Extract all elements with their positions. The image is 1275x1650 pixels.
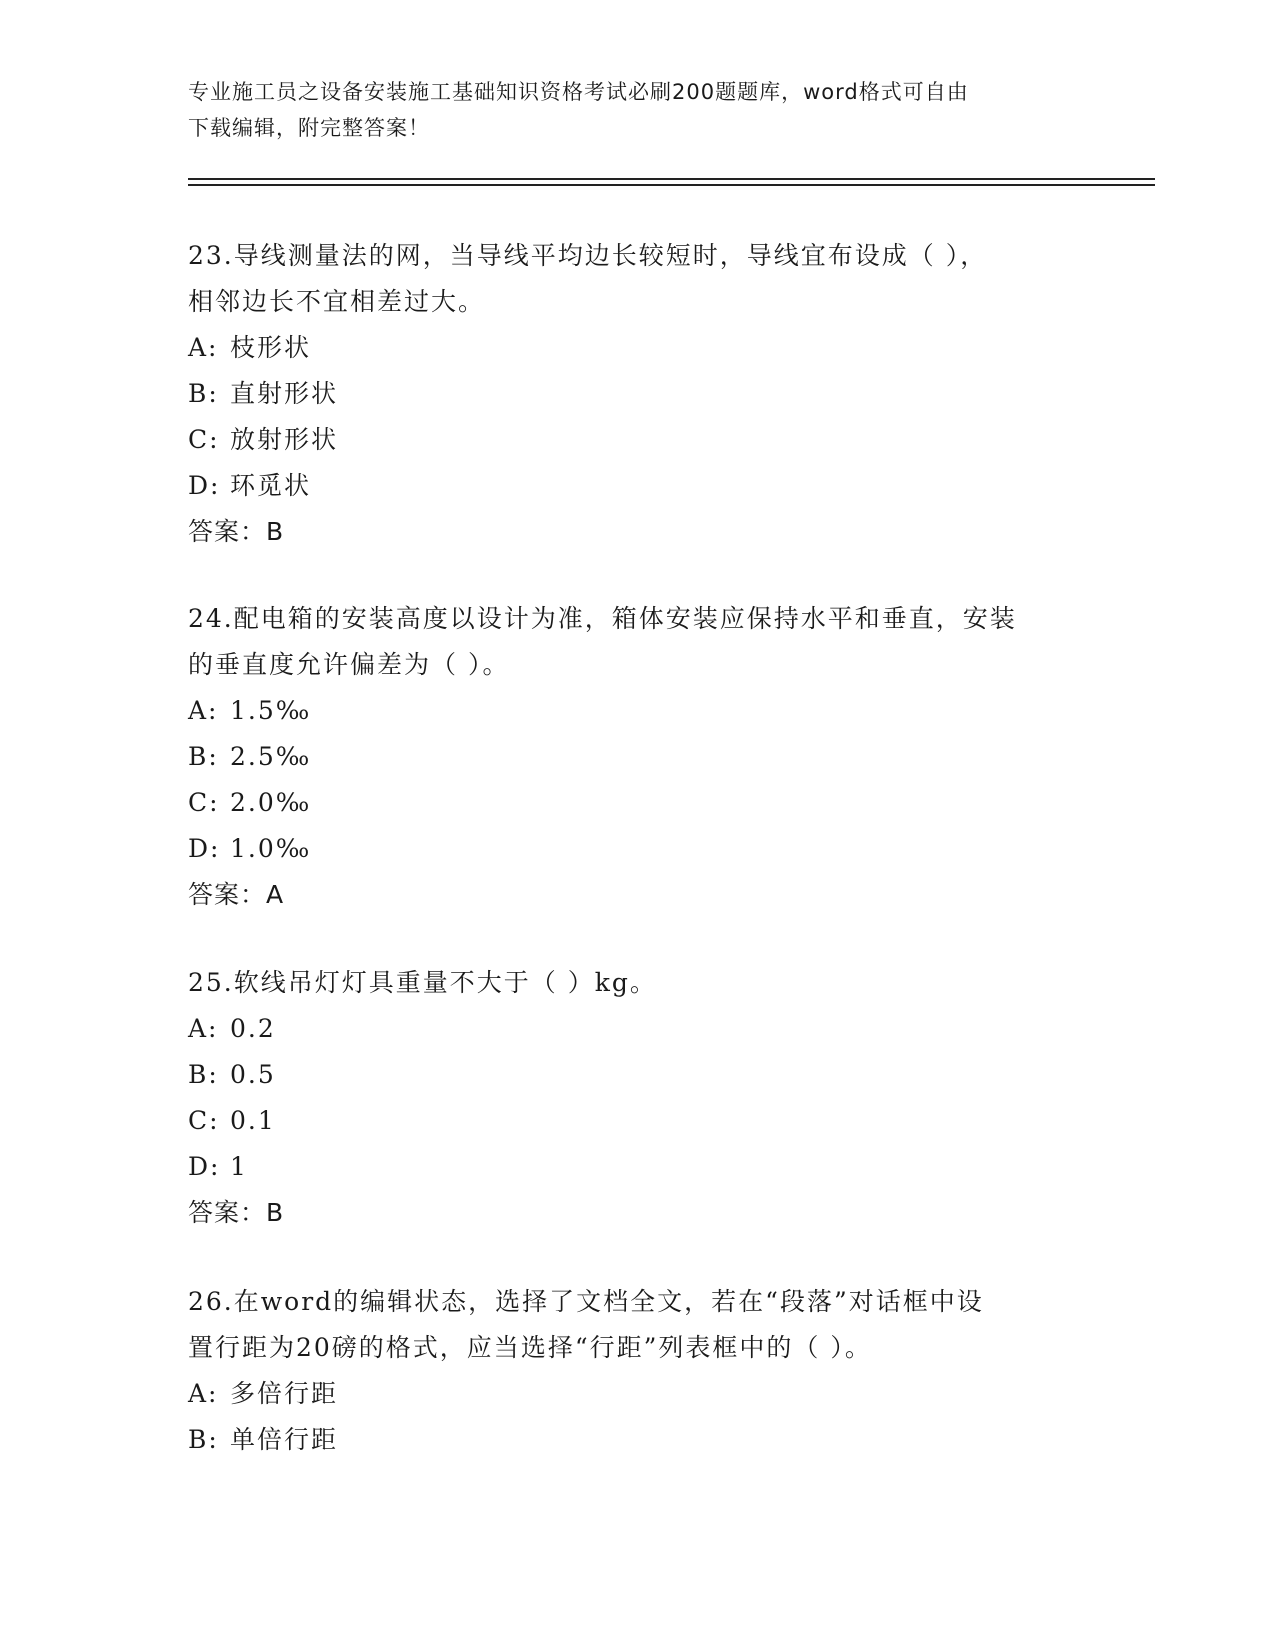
header-divider-top (188, 178, 1155, 180)
option-letter: D: (188, 471, 221, 500)
option-letter: B: (188, 379, 219, 408)
question-26 (188, 1279, 1088, 1463)
question-stem-line: 25.软线吊灯灯具重量不大于（ ）kg。 (188, 968, 657, 997)
option-c (188, 1098, 1088, 1144)
option-d (188, 463, 1088, 509)
option-text: 2.5‰ (230, 742, 312, 771)
option-text: 1.0‰ (230, 834, 312, 863)
option-c (188, 417, 1088, 463)
option-letter: D: (188, 834, 221, 863)
answer-line: 答案：B (188, 1198, 285, 1227)
header-line-2: 下载编辑，附完整答案！ (188, 116, 430, 140)
option-text: 0.5 (230, 1060, 276, 1089)
option-b (188, 734, 1088, 780)
option-text: 单倍行距 (230, 1425, 339, 1454)
answer-line: 答案：A (188, 880, 285, 909)
question-stem-line: 23.导线测量法的网，当导线平均边长较短时，导线宜布设成（ ）， (188, 241, 988, 270)
option-letter: B: (188, 742, 219, 771)
option-d (188, 1144, 1088, 1190)
option-letter: C: (188, 788, 220, 817)
option-text: 2.0‰ (230, 788, 312, 817)
option-text: 环觅状 (230, 471, 312, 500)
option-text: 1.5‰ (230, 696, 312, 725)
option-a (188, 1371, 1088, 1417)
option-b (188, 371, 1088, 417)
option-text: 0.1 (230, 1106, 276, 1135)
option-letter: C: (188, 1106, 220, 1135)
option-letter: B: (188, 1425, 219, 1454)
option-a (188, 325, 1088, 371)
question-stem-line: 相邻边长不宜相差过大。 (188, 287, 486, 316)
answer-line: 答案：B (188, 517, 285, 546)
option-a (188, 688, 1088, 734)
question-stem-line: 24.配电箱的安装高度以设计为准，箱体安装应保持水平和垂直，安装 (188, 604, 1017, 633)
question-23 (188, 233, 1088, 555)
question-stem-line: 置行距为20磅的格式，应当选择“行距”列表框中的（ ）。 (188, 1333, 872, 1362)
question-25 (188, 960, 1088, 1236)
option-letter: A: (188, 333, 219, 362)
option-letter: A: (188, 1379, 219, 1408)
option-letter: A: (188, 1014, 219, 1043)
option-letter: B: (188, 1060, 219, 1089)
option-text: 0.2 (230, 1014, 276, 1043)
option-letter: C: (188, 425, 220, 454)
option-text: 1 (230, 1152, 248, 1181)
option-letter: D: (188, 1152, 221, 1181)
option-a (188, 1006, 1088, 1052)
option-text: 枝形状 (230, 333, 312, 362)
header-divider-bottom (188, 184, 1155, 186)
document-header (188, 74, 1088, 146)
option-text: 多倍行距 (230, 1379, 339, 1408)
option-letter: A: (188, 696, 219, 725)
option-b (188, 1417, 1088, 1463)
question-24 (188, 596, 1088, 918)
option-text: 放射形状 (230, 425, 339, 454)
option-b (188, 1052, 1088, 1098)
header-line-1: 专业施工员之设备安装施工基础知识资格考试必刷200题题库，word格式可自由 (188, 80, 969, 104)
option-text: 直射形状 (230, 379, 339, 408)
question-stem-line: 的垂直度允许偏差为（ ）。 (188, 650, 510, 679)
option-c (188, 780, 1088, 826)
question-stem-line: 26.在word的编辑状态，选择了文档全文，若在“段落”对话框中设 (188, 1287, 984, 1316)
option-d (188, 826, 1088, 872)
